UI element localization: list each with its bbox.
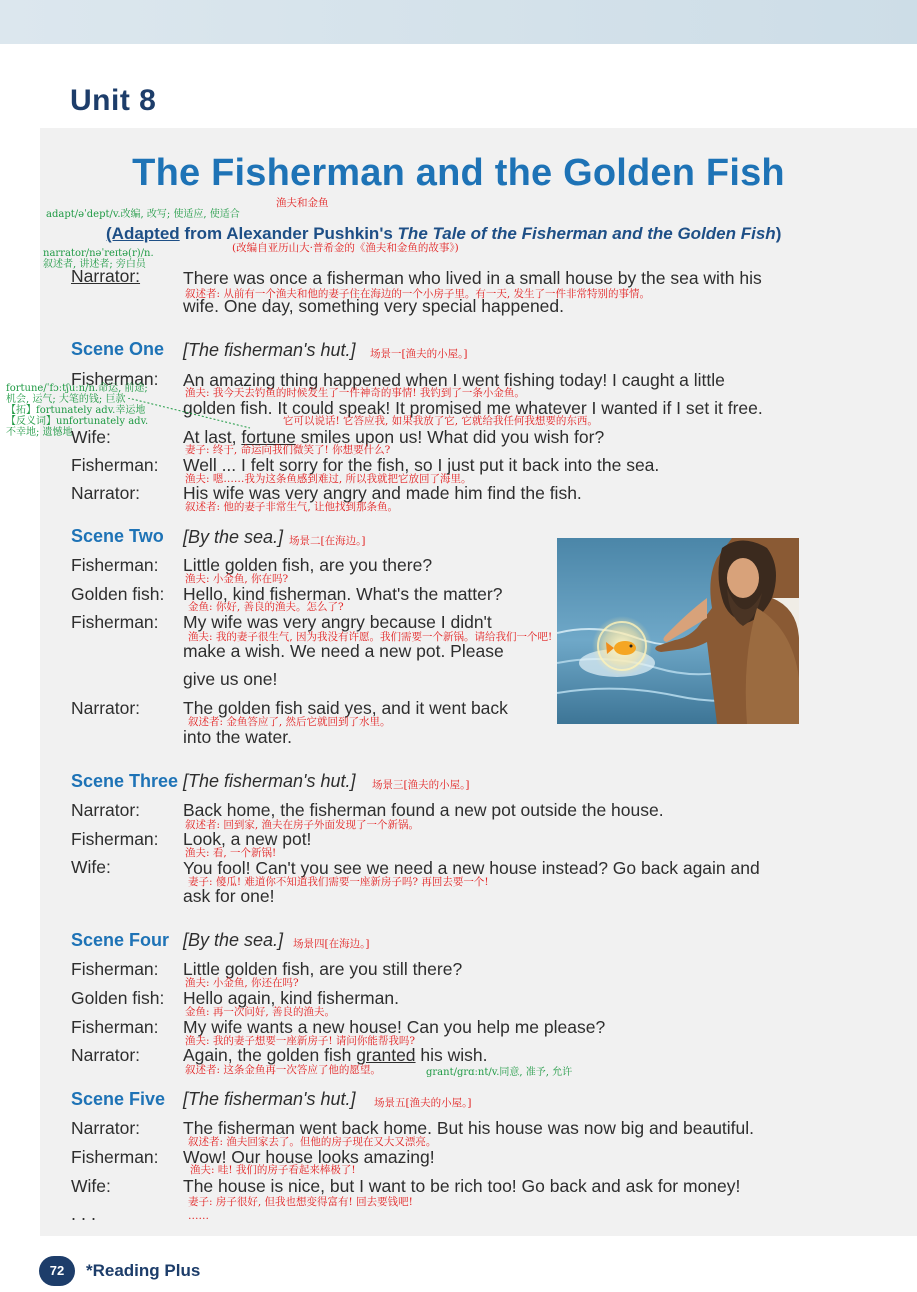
s4-cn-1: 渔夫: 小金鱼, 你还在吗? bbox=[185, 977, 299, 989]
s1-speaker-3: Fisherman: bbox=[71, 455, 159, 475]
subtitle-close: ) bbox=[775, 224, 782, 243]
scene-four-stage: [By the sea.] bbox=[183, 930, 284, 950]
word-fortune: fortune bbox=[241, 427, 296, 447]
subtitle-cn: (改编自亚历山大·普希金的《渔夫和金鱼的故事》) bbox=[232, 242, 459, 254]
s4-line-1: Little golden fish, are you still there? bbox=[183, 959, 463, 979]
s1-speaker-4: Narrator: bbox=[71, 483, 141, 503]
intro-speaker: Narrator: bbox=[71, 266, 141, 286]
s3-line-1: Back home, the fisherman found a new pot outside the house. bbox=[183, 800, 664, 820]
s5-line-2: Wow! Our house looks amazing! bbox=[183, 1147, 435, 1167]
s2-line-3c: give us one! bbox=[183, 669, 278, 689]
s3-line-3b: ask for one! bbox=[183, 886, 275, 906]
s2-speaker-3: Fisherman: bbox=[71, 612, 159, 632]
s2-speaker-1: Fisherman: bbox=[71, 555, 159, 575]
unit-title: Unit 8 bbox=[70, 84, 157, 117]
fortune-leader-line bbox=[128, 398, 258, 430]
s4-line-4-pre: Again, the golden fish bbox=[183, 1045, 357, 1065]
s2-speaker-2: Golden fish: bbox=[71, 584, 165, 604]
s3-cn-3: 妻子: 傻瓜! 难道你不知道我们需要一座新房子吗? 再回去要一个! bbox=[188, 876, 489, 888]
s4-cn-3: 渔夫: 我的妻子想要一座新房子! 请问你能帮我吗? bbox=[185, 1035, 416, 1047]
s5-cn-3: 妻子: 房子很好, 但我也想变得富有! 回去要钱吧! bbox=[188, 1196, 413, 1208]
continuation-dots: . . . bbox=[71, 1204, 97, 1224]
s4-line-3: My wife wants a new house! Can you help me please? bbox=[183, 1017, 606, 1037]
s1-cn-2: 妻子: 终于, 命运向我们微笑了! 你想要什么? bbox=[185, 444, 391, 456]
scene-one-stage: [The fisherman's hut.] bbox=[183, 340, 356, 360]
s5-speaker-1: Narrator: bbox=[71, 1118, 141, 1138]
continuation-dots-cn: …… bbox=[188, 1210, 209, 1222]
reading-plus-label: *Reading Plus bbox=[86, 1261, 201, 1280]
scene-two-stage-cn: 场景二[在海边。] bbox=[289, 535, 366, 547]
note-fortune-1: fortune/ˈfɔːtʃuːn/n.命运, 前途; bbox=[6, 383, 148, 394]
s1-cn-1a: 渔夫: 我今天去钓鱼的时候发生了一件神奇的事情! 我钓到了一条小金鱼。 bbox=[185, 387, 525, 399]
scene-four-stage-cn: 场景四[在海边。] bbox=[293, 938, 370, 950]
s2-cn-1: 渔夫: 小金鱼, 你在吗? bbox=[185, 573, 289, 585]
s2-line-2: Hello, kind fisherman. What's the matter? bbox=[183, 584, 503, 604]
s2-line-1: Little golden fish, are you there? bbox=[183, 555, 433, 575]
s3-line-3a: You fool! Can't you see we need a new house instead? Go back again and bbox=[183, 858, 760, 878]
note-grant: grant/grɑːnt/v.同意, 准予, 允许 bbox=[426, 1067, 573, 1078]
scene-five-stage-cn: 场景五[渔夫的小屋。] bbox=[374, 1097, 472, 1109]
s2-line-3b: make a wish. We need a new pot. Please bbox=[183, 641, 504, 661]
s4-line-2: Hello again, kind fisherman. bbox=[183, 988, 399, 1008]
subtitle bbox=[106, 224, 786, 244]
s2-line-4a: The golden fish said yes, and it went back bbox=[183, 698, 508, 718]
top-band bbox=[0, 0, 917, 44]
s5-cn-2: 渔夫: 哇! 我们的房子看起来棒极了! bbox=[190, 1164, 356, 1176]
s4-cn-2: 金鱼: 再一次问好, 善良的渔夫。 bbox=[185, 1006, 336, 1018]
s1-line-4: His wife was very angry and made him find the fish. bbox=[183, 483, 582, 503]
s2-cn-2: 金鱼: 你好, 善良的渔夫。怎么了? bbox=[188, 601, 344, 613]
s2-line-4b: into the water. bbox=[183, 727, 292, 747]
subtitle-adapted: (Adapted bbox=[106, 224, 180, 243]
scene-four-label: Scene Four bbox=[71, 930, 170, 950]
intro-cn: 叙述者: 从前有一个渔夫和他的妻子住在海边的一个小房子里。有一天, 发生了一件非常特别的事情。 bbox=[185, 288, 651, 300]
story-title: The Fisherman and the Golden Fish bbox=[132, 152, 785, 194]
scene-two-stage: [By the sea.] bbox=[183, 527, 284, 547]
scene-three-stage-cn: 场景三[渔夫的小屋。] bbox=[372, 779, 470, 791]
s2-cn-3: 渔夫: 我的妻子很生气, 因为我没有许愿。我们需要一个新锅。请给我们一个吧! bbox=[188, 631, 553, 643]
s4-speaker-1: Fisherman: bbox=[71, 959, 159, 979]
s1-speaker-2: Wife: bbox=[71, 427, 111, 447]
fisherman-illustration bbox=[557, 538, 799, 724]
word-granted: granted bbox=[356, 1045, 416, 1065]
s2-speaker-4: Narrator: bbox=[71, 698, 141, 718]
subtitle-work: The Tale of the Fisherman and the Golden Fish bbox=[397, 224, 776, 243]
s3-line-2: Look, a new pot! bbox=[183, 829, 312, 849]
story-title-cn: 渔夫和金鱼 bbox=[276, 197, 329, 209]
s3-speaker-1: Narrator: bbox=[71, 800, 141, 820]
s1-line-3: Well ... I felt sorry for the fish, so I just put it back into the sea. bbox=[183, 455, 660, 475]
scene-two-label: Scene Two bbox=[71, 526, 164, 546]
s4-cn-4: 叙述者: 这条金鱼再一次答应了他的愿望。 bbox=[185, 1064, 381, 1076]
note-narrator-1: narrator/nəˈreɪtə(r)/n. bbox=[43, 248, 154, 259]
s3-speaker-2: Fisherman: bbox=[71, 829, 159, 849]
s5-speaker-3: Wife: bbox=[71, 1176, 111, 1196]
s1-cn-4: 叙述者: 他的妻子非常生气, 让他找到那条鱼。 bbox=[185, 501, 399, 513]
scene-three-stage: [The fisherman's hut.] bbox=[183, 771, 356, 791]
scene-five-label: Scene Five bbox=[71, 1089, 166, 1109]
s5-line-1: The fisherman went back home. But his house was now big and beautiful. bbox=[183, 1118, 755, 1138]
scene-one-stage-cn: 场景一[渔夫的小屋。] bbox=[370, 348, 468, 360]
intro-line-1: There was once a fisherman who lived in a small house by the sea with his bbox=[183, 268, 762, 288]
s1-line-2-post: smiles upon us! What did you wish for? bbox=[295, 427, 605, 447]
s3-cn-1: 叙述者: 回到家, 渔夫在房子外面发现了一个新锅。 bbox=[185, 819, 420, 831]
scene-five-stage: [The fisherman's hut.] bbox=[183, 1089, 356, 1109]
note-fortune-5: 不幸地; 遗憾地 bbox=[6, 427, 73, 438]
s5-line-3: The house is nice, but I want to be rich too! Go back and ask for money! bbox=[183, 1176, 741, 1196]
s3-speaker-3: Wife: bbox=[71, 857, 111, 877]
s1-line-1a: An amazing thing happened when I went fishing today! I caught a little bbox=[183, 370, 725, 390]
s1-line-1b: golden fish. It could speak! It promised me whatever I wanted if I set it free. bbox=[183, 398, 763, 418]
s1-line-2-pre: At last, bbox=[183, 427, 242, 447]
subtitle-from: from Alexander Pushkin's bbox=[179, 224, 398, 243]
s4-line-4-post: his wish. bbox=[415, 1045, 488, 1065]
s1-speaker-1: Fisherman: bbox=[71, 369, 159, 389]
page-number-badge: 72 bbox=[39, 1256, 75, 1286]
note-fortune-4: 【反义词】unfortunately adv. bbox=[6, 416, 149, 427]
note-narrator-2: 叙述者, 讲述者; 旁白员 bbox=[43, 259, 146, 270]
note-fortune-2: 机会, 运气; 大笔的钱; 巨款 bbox=[6, 394, 126, 405]
intro-line-2: wife. One day, something very special happened. bbox=[183, 296, 565, 316]
note-fortune-3: 【拓】fortunately adv.幸运地 bbox=[6, 405, 146, 416]
note-adapt: adapt/əˈdept/v.改编, 改写; 使适应, 使适合 bbox=[46, 209, 240, 220]
s5-speaker-2: Fisherman: bbox=[71, 1147, 159, 1167]
s2-line-3a: My wife was very angry because I didn't bbox=[183, 612, 492, 632]
s5-cn-1: 叙述者: 渔夫回家去了。但他的房子现在又大又漂亮。 bbox=[188, 1136, 437, 1148]
s3-cn-2: 渔夫: 看, 一个新锅! bbox=[185, 847, 277, 859]
s4-speaker-4: Narrator: bbox=[71, 1045, 141, 1065]
s4-speaker-2: Golden fish: bbox=[71, 988, 165, 1008]
scene-three-label: Scene Three bbox=[71, 771, 179, 791]
s2-cn-4: 叙述者: 金鱼答应了, 然后它就回到了水里。 bbox=[188, 716, 391, 728]
s1-cn-1b: 它可以说话! 它答应我, 如果我放了它, 它就给我任何我想要的东西。 bbox=[283, 415, 598, 427]
s4-speaker-3: Fisherman: bbox=[71, 1017, 159, 1037]
s1-cn-3: 渔夫: 嗯……我为这条鱼感到难过, 所以我就把它放回了海里。 bbox=[185, 473, 472, 485]
s4-line-4 bbox=[183, 1045, 488, 1066]
scene-one-label: Scene One bbox=[71, 339, 165, 359]
